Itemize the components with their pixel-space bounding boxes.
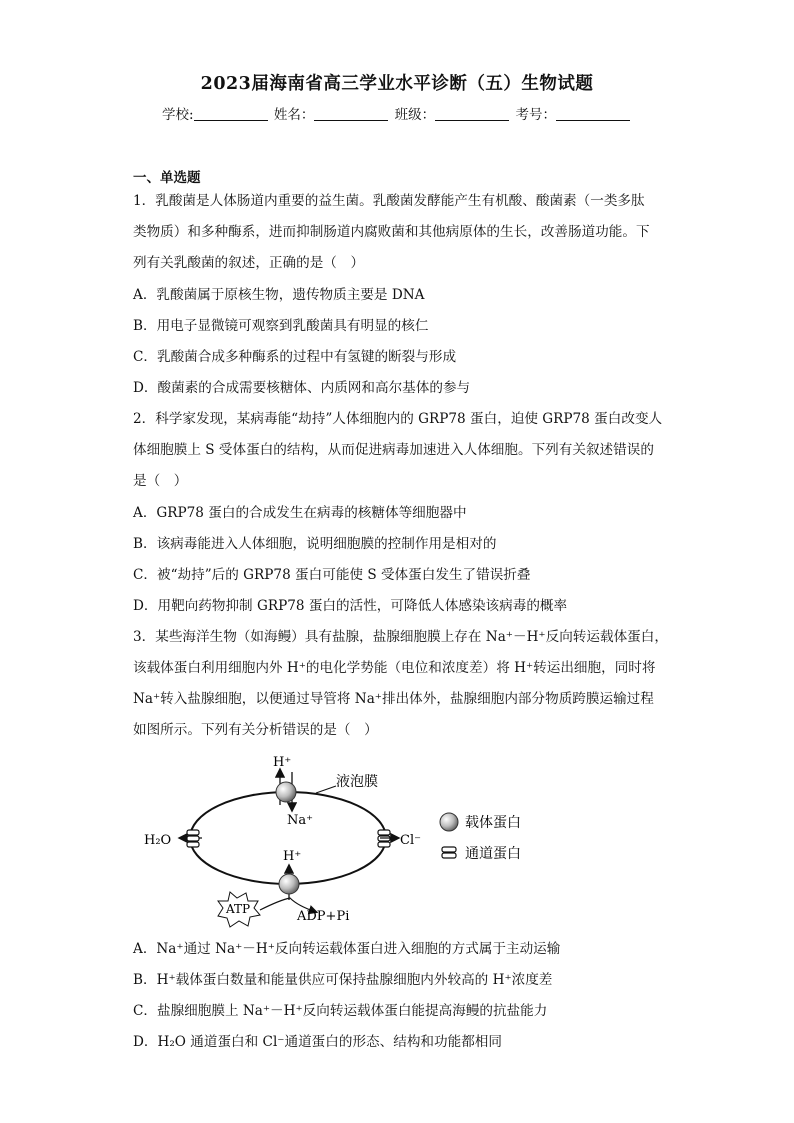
- q3-stem-line: 如图所示。下列有关分析错误的是（ ）: [133, 722, 378, 738]
- class-label: 班级：: [394, 107, 436, 123]
- legend-channel-icon: [442, 847, 456, 858]
- vacuole-membrane: [190, 792, 386, 884]
- q2-option-b: B．该病毒能进入人体细胞，说明细胞膜的控制作用是相对的: [133, 536, 497, 552]
- q1-option-a: A．乳酸菌属于原核生物，遗传物质主要是 DNA: [133, 287, 425, 303]
- q3-stem-line: 该载体蛋白利用细胞内外 H⁺的电化学势能（电位和浓度差）将 H⁺转运出细胞，同时将: [133, 660, 656, 676]
- membrane-label-leader: [316, 786, 336, 793]
- class-blank[interactable]: [435, 106, 509, 121]
- cl-label: Cl⁻: [400, 833, 421, 848]
- q3-option-a: A．Na⁺通过 Na⁺－H⁺反向转运载体蛋白进入细胞的方式属于主动运输: [133, 941, 561, 957]
- page-title: 2023届海南省高三学业水平诊断（五）生物试题: [200, 74, 594, 94]
- exam-number-label: 考号：: [515, 107, 556, 123]
- legend-channel-label: 通道蛋白: [465, 846, 521, 862]
- student-info-row: [0, 103, 794, 123]
- legend-carrier-label: 载体蛋白: [465, 815, 521, 831]
- q2-stem-line: 体细胞膜上 S 受体蛋白的结构，从而促进病毒加速进入人体细胞。下列有关叙述错误的: [133, 442, 654, 458]
- h-top-label: H⁺: [273, 755, 292, 770]
- q1-stem-line: 列有关乳酸菌的叙述，正确的是（ ）: [133, 255, 365, 271]
- atp-label: ATP: [226, 902, 251, 916]
- school-blank[interactable]: [194, 106, 268, 121]
- q1-stem-line: 1．乳酸菌是人体肠道内重要的益生菌。乳酸菌发酵能产生有机酸、酸菌素（一类多肽: [133, 193, 645, 209]
- h2o-label: H₂O: [144, 833, 172, 848]
- q2-stem-line: 是（ ）: [133, 473, 188, 489]
- carrier-protein-icon: [276, 782, 296, 802]
- q1-option-d: D．酸菌素的合成需要核糖体、内质网和高尔基体的参与: [133, 380, 471, 396]
- name-label: 姓名：: [273, 107, 315, 123]
- q1-option-b: B．用电子显微镜可观察到乳酸菌具有明显的核仁: [133, 318, 429, 334]
- q3-option-b: B．H⁺载体蛋白数量和能量供应可保持盐腺细胞内外较高的 H⁺浓度差: [133, 972, 553, 988]
- section-heading: 一、单选题: [133, 170, 201, 186]
- q3-option-c: C．盐腺细胞膜上 Na⁺－H⁺反向转运载体蛋白能提高海鳗的抗盐能力: [133, 1003, 548, 1019]
- q2-option-a: A．GRP78 蛋白的合成发生在病毒的核糖体等细胞器中: [133, 505, 467, 521]
- q2-stem-line: 2．科学家发现，某病毒能“劫持”人体细胞内的 GRP78 蛋白，迫使 GRP78 蛋白改变人: [133, 411, 663, 427]
- name-blank[interactable]: [314, 106, 388, 121]
- exam-number-blank[interactable]: [556, 106, 630, 121]
- school-label: 学校:: [162, 107, 194, 123]
- q2-option-d: D．用靶向药物抑制 GRP78 蛋白的活性，可降低人体感染该病毒的概率: [133, 598, 568, 614]
- q3-stem-line: Na⁺转入盐腺细胞，以便通过导管将 Na⁺排出体外，盐腺细胞内部分物质跨膜运输过程: [133, 691, 654, 707]
- q3-stem-line: 3．某些海洋生物（如海鳗）具有盐腺，盐腺细胞膜上存在 Na⁺－H⁺反向转运载体蛋白，: [133, 629, 668, 645]
- h-bottom-label: H⁺: [283, 849, 302, 864]
- q3-option-d: D．H₂O 通道蛋白和 Cl⁻通道蛋白的形态、结构和功能都相同: [133, 1034, 502, 1050]
- legend-carrier-icon: [440, 813, 458, 831]
- adp-label: ADP+Pi: [297, 909, 350, 924]
- na-label: Na⁺: [287, 813, 313, 828]
- membrane-label: 液泡膜: [336, 774, 378, 790]
- membrane-transport-diagram: [140, 750, 540, 930]
- q1-option-c: C．乳酸菌合成多种酶系的过程中有氢键的断裂与形成: [133, 349, 457, 365]
- channel-protein-icon: [187, 830, 199, 847]
- carrier-protein-icon: [279, 874, 299, 894]
- q2-option-c: C．被“劫持”后的 GRP78 蛋白可能使 S 受体蛋白发生了错误折叠: [133, 567, 531, 583]
- q1-stem-line: 类物质）和多种酶系，进而抑制肠道内腐败菌和其他病原体的生长，改善肠道功能。下: [133, 224, 650, 240]
